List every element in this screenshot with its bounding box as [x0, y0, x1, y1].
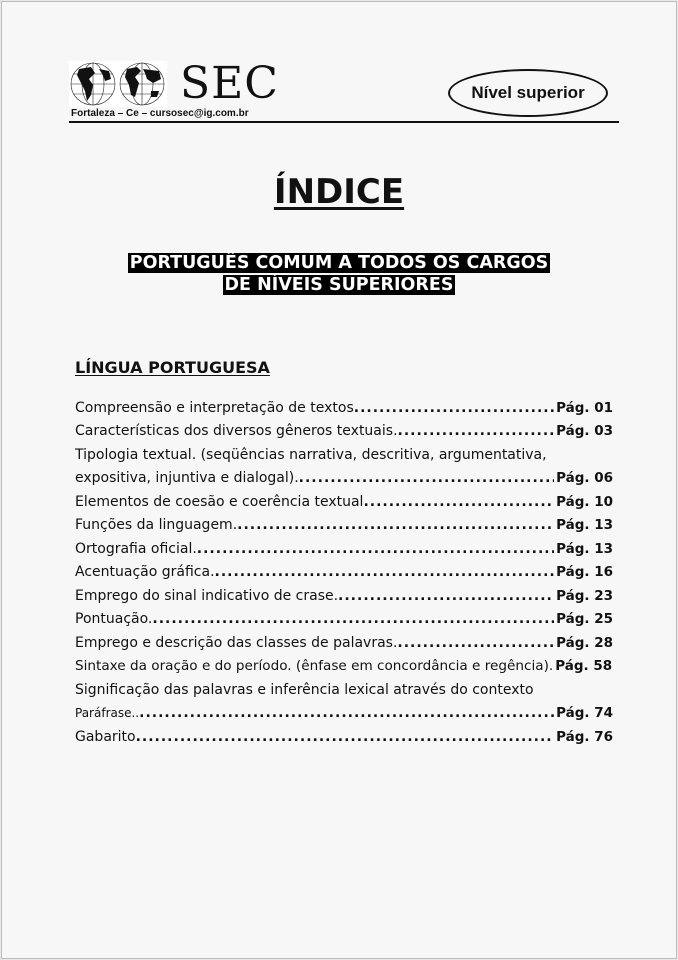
dot-leader	[398, 423, 555, 439]
toc-entry-text: expositiva, injuntiva e dialogal).	[75, 470, 299, 487]
toc-entry-text: Paráfrase..	[75, 706, 140, 721]
subtitle-line-2	[2, 274, 676, 296]
toc-entry[interactable]	[75, 467, 613, 491]
toc-entry-page: Pág. 03	[556, 423, 613, 440]
section-heading: LÍNGUA PORTUGUESA	[75, 358, 270, 377]
toc-entry-page: Pág. 01	[556, 399, 613, 416]
toc-entry[interactable]	[75, 584, 613, 608]
brand-name: SEC	[180, 58, 279, 109]
toc-entry	[75, 678, 613, 702]
level-badge: Nível superior	[448, 69, 608, 117]
dot-leader	[152, 611, 554, 627]
table-of-contents	[75, 396, 613, 749]
toc-entry-page: Pág. 16	[556, 564, 613, 581]
toc-entry[interactable]	[75, 655, 613, 679]
dot-leader	[363, 494, 554, 510]
toc-entry[interactable]	[75, 702, 613, 726]
world-map-logo-icon	[69, 61, 167, 107]
header-divider	[69, 121, 619, 123]
page-title-text: ÍNDICE	[273, 172, 405, 212]
document-page	[1, 1, 677, 959]
dot-leader	[299, 470, 554, 486]
toc-entry-page: Pág. 58	[555, 658, 613, 675]
toc-entry-text: Elementos de coesão e coerência textual	[75, 493, 364, 510]
toc-entry-page: Pág. 74	[556, 705, 613, 722]
toc-entry[interactable]	[75, 537, 613, 561]
subtitle-line-2-text: DE NÍVEIS SUPERIORES	[224, 275, 454, 295]
toc-entry[interactable]	[75, 490, 613, 514]
dot-leader	[397, 635, 554, 651]
toc-entry-page: Pág. 23	[556, 587, 613, 604]
contact-line: Fortaleza – Ce – cursosec@ig.com.br	[71, 108, 249, 119]
toc-entry-page: Pág. 28	[556, 634, 613, 651]
toc-entry-text: Gabarito	[75, 728, 136, 745]
toc-entry-page: Pág. 06	[556, 470, 613, 487]
toc-entry[interactable]	[75, 608, 613, 632]
dot-leader	[338, 588, 554, 604]
toc-entry-text: Acentuação gráfica.	[75, 564, 215, 581]
toc-entry[interactable]	[75, 396, 613, 420]
dot-leader	[136, 729, 554, 745]
page-title	[2, 170, 676, 214]
toc-entry	[75, 443, 613, 467]
toc-entry-text: Emprego do sinal indicativo de crase.	[75, 587, 339, 604]
dot-leader	[197, 541, 554, 557]
toc-entry-page: Pág. 25	[556, 611, 613, 628]
dot-leader	[354, 400, 554, 416]
toc-entry-text: Sintaxe da oração e do período. (ênfase em concordância e regência).	[75, 658, 554, 675]
toc-entry-page: Pág. 76	[556, 728, 613, 745]
toc-entry[interactable]	[75, 725, 613, 749]
toc-entry-text: Pontuação.	[75, 611, 153, 628]
dot-leader	[215, 564, 555, 580]
toc-entry-text: Características dos diversos gêneros textuais.	[75, 423, 398, 440]
subtitle-line-1	[2, 252, 676, 274]
toc-entry-text: Tipologia textual. (seqüências narrativa, descritiva, argumentativa,	[75, 446, 547, 463]
toc-entry[interactable]	[75, 631, 613, 655]
toc-entry-text: Compreensão e interpretação de textos	[75, 399, 354, 416]
toc-entry-page: Pág. 13	[556, 540, 613, 557]
subtitle-line-1-text: PORTUGUÊS COMUM A TODOS OS CARGOS	[129, 253, 549, 273]
toc-entry[interactable]	[75, 561, 613, 585]
toc-entry[interactable]	[75, 514, 613, 538]
dot-leader	[139, 705, 554, 721]
toc-entry[interactable]	[75, 420, 613, 444]
dot-leader	[237, 517, 554, 533]
toc-entry-page: Pág. 13	[556, 517, 613, 534]
toc-entry-text: Emprego e descrição das classes de palavras.	[75, 634, 398, 651]
toc-entry-text: Significação das palavras e inferência lexical através do contexto	[75, 681, 534, 698]
toc-entry-page: Pág. 10	[556, 493, 613, 510]
toc-entry-text: Ortografia oficial.	[75, 540, 197, 557]
toc-entry-text: Funções da linguagem.	[75, 517, 238, 534]
